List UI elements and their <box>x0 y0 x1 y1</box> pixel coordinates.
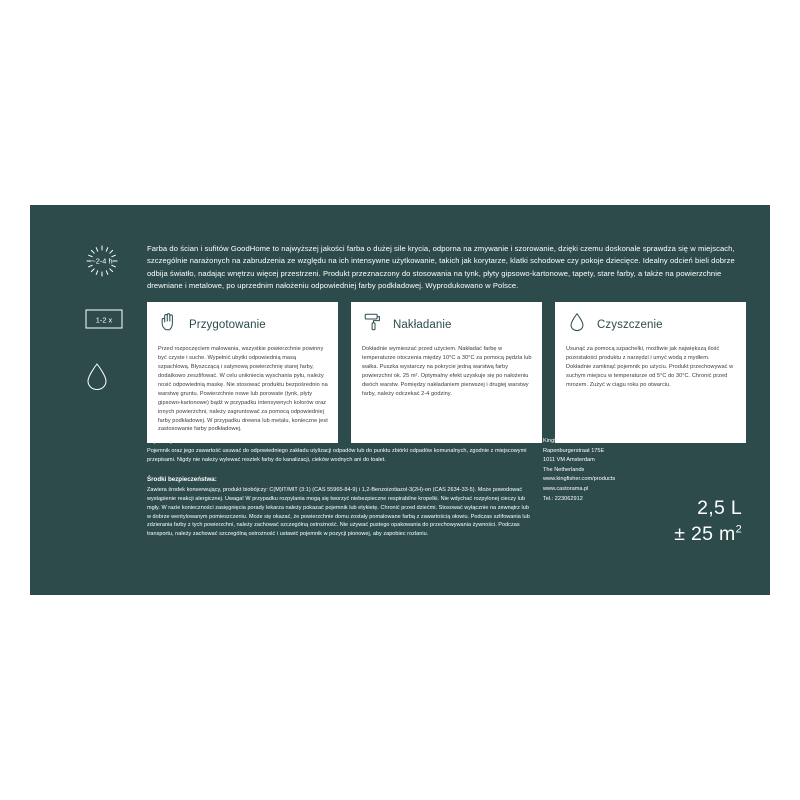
card-title: Czyszczenie <box>597 318 663 331</box>
volume-block <box>674 496 742 547</box>
card-application <box>351 302 542 443</box>
card-header <box>158 311 328 338</box>
coats-icon <box>82 299 130 339</box>
paint-roller-icon <box>362 311 384 338</box>
drying-time-icon <box>82 241 130 281</box>
disposal-body: Pojemnik oraz jego zawartość usuwać do odpowiedniego zakładu utylizacji odpadów lub do punktu zbiórki odpadów komunalnych, zgodnie z miejscowymi przepisami. Nigdy nie należy wylewać resztek farby do kanalizacji, cieków wodnych ani do toalet. <box>147 448 527 463</box>
intro-paragraph: Farba do ścian i sufitów GoodHome to najwyższej jakości farba o dużej sile krycia, odporna na zmywanie i szorowanie, dzięki czemu doskonale sprawdza się w miejscach, szczególnie narażonych na zabrudzenia ze względu na ich intensywne użytkowanie, takich jak korytarze, klatki schodowe czy pokoje dziecięce. Idealny odcień bieli dobrze odbija światło, nadając wnętrzu więcej przestrzeni. Produkt przeznaczony do stosowania na tynk, płyty gipsowo-kartonowe, tapety, stare farby, a także na powierzchnie drewniane i metalowe, po uprzednim nałożeniu odpowiedniej farby podkładowej. Wyprodukowano w Polsce. <box>147 244 735 290</box>
card-title: Przygotowanie <box>189 318 266 331</box>
card-header <box>566 311 736 338</box>
coats-label: 1-2 x <box>95 315 113 325</box>
water-drop-icon <box>82 357 130 397</box>
icon-column <box>82 241 130 415</box>
safety-heading: Środki bezpieczeństwa: <box>147 475 217 483</box>
hand-preparation-icon <box>158 311 180 338</box>
water-drop-icon <box>566 311 588 338</box>
card-title: Nakładanie <box>393 318 452 331</box>
card-cleaning <box>555 302 746 443</box>
card-body: Przed rozpoczęciem malowania, wszystkie powierzchnie powinny być czyste i suche. Wypełnić ubytki odpowiednią masą szpachlową. Błyszczącą i satynową powierzchnię starej farby, dodatkowo zeszlifować. W celu unikniecia wyschania pyłu, należy nosić odpowiednią maskę. Nie stosować produktu bezpośrednio na warstwę gruntu. Powierzchnie nowe lub porowate (tynk, płyty gipsowo-kartonowe) bądź w przypadku intensywnych kolorów oraz innych powierzchni, należy zagruntować za pomocą odpowiedniej farby podkładowej. W przypadku drewna lub metalu, konieczne jest zastosowanie farby podkładowej. <box>158 346 328 433</box>
instruction-cards <box>147 302 747 443</box>
coverage-exponent: 2 <box>735 523 742 536</box>
card-body: Dokładnie wymieszać przed użyciem. Nakładać farbę w temperaturze otoczenia między 10°C a 30°C za pomocą pędzla lub wałka. Puszka wystarczy na pokrycie jedną warstwą farby powierzchni ok. 25 m². Optymalny efekt uzyskuje się po nałożeniu dwóch warstw. Pomiędzy nakładaniem pierwszej i drugiej warstwy farby, należy odczekać 2-4 godziny. <box>362 346 532 397</box>
company-address <box>543 437 758 504</box>
lower-text-block <box>147 437 532 550</box>
safety-body: Zawiera środek konserwujący, produkt biobójczy: C(M)IT/MIT (3:1) (CAS 55965-84-9) i 1,2-Benzoizotiazol-3(2H)-on (CAS 2634-33-5). Może powodować wystąpienie reakcji alergicznej. Uwaga! W przypadku rozpylania mogą się tworzyć niebezpieczne respirabilne kropelki. Nie wdychać rozpylonej cieczy lub mgły. W razie konieczności zasięgnięcia porady lekarza należy pokazać pojemnik lub etykietę. Chronić przed dziećmi. Stosować wyłącznie na zewnątrz lub w dobrze wentylowanym pomieszczeniu. Może się okazać, że powierzchnie domu zostały pomalowane farbą z zawartością ołowiu. Podczas szlifowania lub zdzierania farby z tych powierzchni, należy zachować szczególną ostrożność. Nie używać pustego opakowania do przechowywania żywności. Podczas transportu, należy zachować szczególną ostrożność i ustawić pojemnik w pozycji pionowej, aby zapobiec rozlaniu. <box>147 486 530 538</box>
drying-time-label: ~2-4 h <box>91 256 113 266</box>
volume-amount: 2,5 L <box>697 497 742 520</box>
coverage-area <box>674 522 742 547</box>
company-line: Rapenburgerstraat 175E <box>543 447 605 454</box>
company-line: www.kingfisher.com/products <box>543 476 616 483</box>
card-header <box>362 311 532 338</box>
company-line: Tel.: 223062912 <box>543 495 583 502</box>
card-body: Usunąć za pomocą szpachelki, możliwie jak największą ilość pozostałości produktu z narzędzi i umyć wodą z mydłem. Dokładnie zamknąć pojemnik po użyciu. Produkt przechowywać w suchym miejscu w temperaturze od 5°C do 30°C. Chronić przed mrozem. Zużyć w ciągu roku po otwarciu. <box>566 346 734 388</box>
company-line: 1011 VM Amsterdam <box>543 457 595 464</box>
disposal-heading: Utylizacja: <box>147 437 178 444</box>
coverage-value: ± 25 m <box>674 522 736 545</box>
company-line: Kingfisher International Products B.V. <box>543 438 636 444</box>
company-line: The Netherlands <box>543 466 585 473</box>
product-label <box>30 205 770 595</box>
company-line: www.castorama.pl <box>543 486 589 493</box>
card-preparation <box>147 302 338 443</box>
